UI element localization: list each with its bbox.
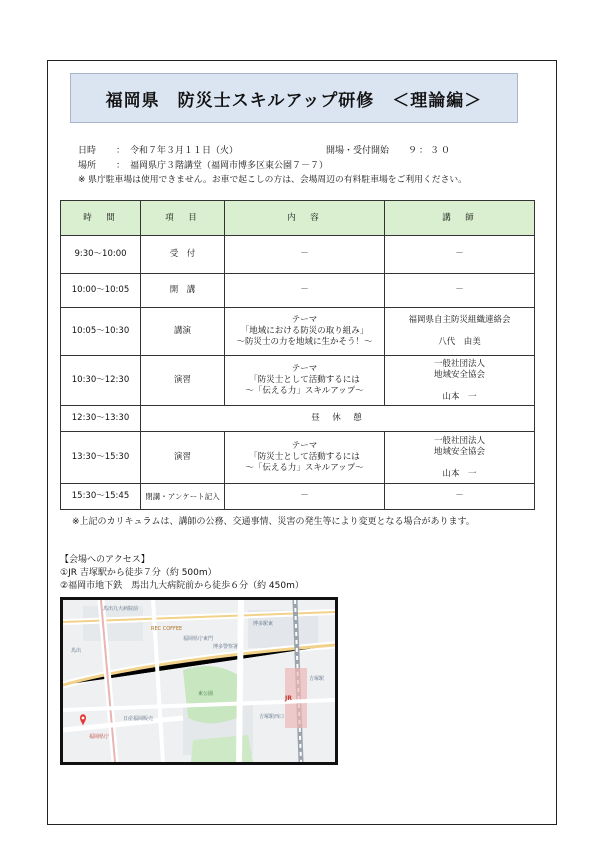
lecturer-line: 八代 由美 [438,337,481,347]
open-time: ９：３０ [408,146,453,156]
content-line: 〜「伝える力」スキルアップ〜 [245,463,364,473]
lecturer-line: 山本 一 [442,468,477,479]
schedule-table [60,200,535,510]
lecturer-cell [385,308,535,356]
place-label: 場所 [78,161,97,171]
item-cell: 演習 [141,432,225,484]
lecturer-line: 一般社団法人 [433,358,485,369]
time-cell: 10:30〜12:30 [61,356,141,406]
table-row [61,432,535,484]
item-cell: 受 付 [141,236,225,274]
content-cell: － [225,484,385,510]
lecturer-line: 山本 一 [442,391,477,402]
lecturer-line: 福岡県自主防災組織連絡会 [408,315,511,325]
map-label: 吉塚駅 [309,676,325,682]
access-route-1: ①JR 吉塚駅から徒歩７分（約 500m） [60,568,217,578]
table-row [61,274,535,308]
place-value: 福岡県庁３階講堂（福岡市博多区東公園７－７） [130,161,329,171]
table-row [61,236,535,274]
map-label: 日産福岡販売 [123,716,154,722]
item-cell: 閉講・アンケート記入 [141,484,225,510]
map-label: JR [285,695,292,702]
table-row [61,406,535,432]
content-line: テーマ [291,364,318,374]
map-label: REC COFFEE [151,626,183,632]
content-cell: － [225,236,385,274]
map-graphic [63,600,335,762]
map-label: 東公園 [198,691,214,697]
time-cell: 15:30〜15:45 [61,484,141,510]
table-row [61,356,535,406]
item-cell: 演習 [141,356,225,406]
lecturer-line: 一般社団法人 [433,435,485,446]
lecturer-cell: － [385,274,535,308]
parking-note: ※ 県庁駐車場は使用できません。お車で起こしの方は、会場周辺の有料駐車場をご利用ください。 [78,175,467,185]
lecturer-cell [385,356,535,406]
time-cell: 12:30〜13:30 [61,406,141,432]
content-cell [225,356,385,406]
header-item: 項 目 [141,201,225,236]
content-line: 〜「伝える力」スキルアップ〜 [245,386,364,396]
table-row [61,484,535,510]
item-cell: 講演 [141,308,225,356]
content-line: 「防災士として活動するには [249,375,360,385]
header-content: 内 容 [225,201,385,236]
map-label: 吉塚駅西口 [259,714,285,720]
lecturer-line: 地域安全協会 [433,369,485,380]
content-line: 「防災士として活動するには [249,452,360,462]
map-label: 博多警察署 [213,644,239,650]
time-cell: 9:30〜10:00 [61,236,141,274]
map-label: 馬出 [71,648,82,654]
lecturer-cell [385,432,535,484]
header-time: 時 間 [61,201,141,236]
lunch-break-cell: 昼 休 憩 [141,406,535,432]
table-row [61,308,535,356]
content-cell: － [225,274,385,308]
access-route-2: ②福岡市地下鉄 馬出九大病院前から徒歩６分（約 450m） [60,581,304,591]
content-cell [225,308,385,356]
item-cell: 開 講 [141,274,225,308]
access-heading: 【会場へのアクセス】 [60,555,150,565]
table-header-row [61,201,535,236]
schedule-note: ※上記のカリキュラムは、講師の公務、交通事情、災害の発生等により変更となる場合があります。 [72,517,475,527]
colon: ： [116,146,126,156]
colon: ： [116,161,126,171]
map-label: 博多駅東 [253,621,274,627]
date-value: 令和７年３月１１日（火） [130,146,239,156]
content-line: テーマ [291,315,318,325]
content-line: 「地域における防災の取り組み」 [240,326,369,336]
time-cell: 13:30〜15:30 [61,432,141,484]
content-line: テーマ [291,441,318,451]
lecturer-cell: － [385,236,535,274]
time-cell: 10:00〜10:05 [61,274,141,308]
venue-map[interactable] [60,597,338,765]
map-label: 福岡県庁 [89,734,110,740]
lecturer-cell: － [385,484,535,510]
date-label: 日時 [78,146,97,156]
time-cell: 10:05〜10:30 [61,308,141,356]
content-line: 〜防災士の力を地域に生かそう！〜 [236,337,373,347]
lecturer-line: 地域安全協会 [433,446,485,457]
header-lecturer: 講 師 [385,201,535,236]
page-title: 福岡県 防災士スキルアップ研修 ＜理論編＞ [70,73,518,123]
map-label: 馬出九大病院前 [103,606,139,612]
content-cell [225,432,385,484]
map-label: 福岡県庁東門 [183,636,214,642]
open-label: 開場・受付開始 [326,146,390,156]
